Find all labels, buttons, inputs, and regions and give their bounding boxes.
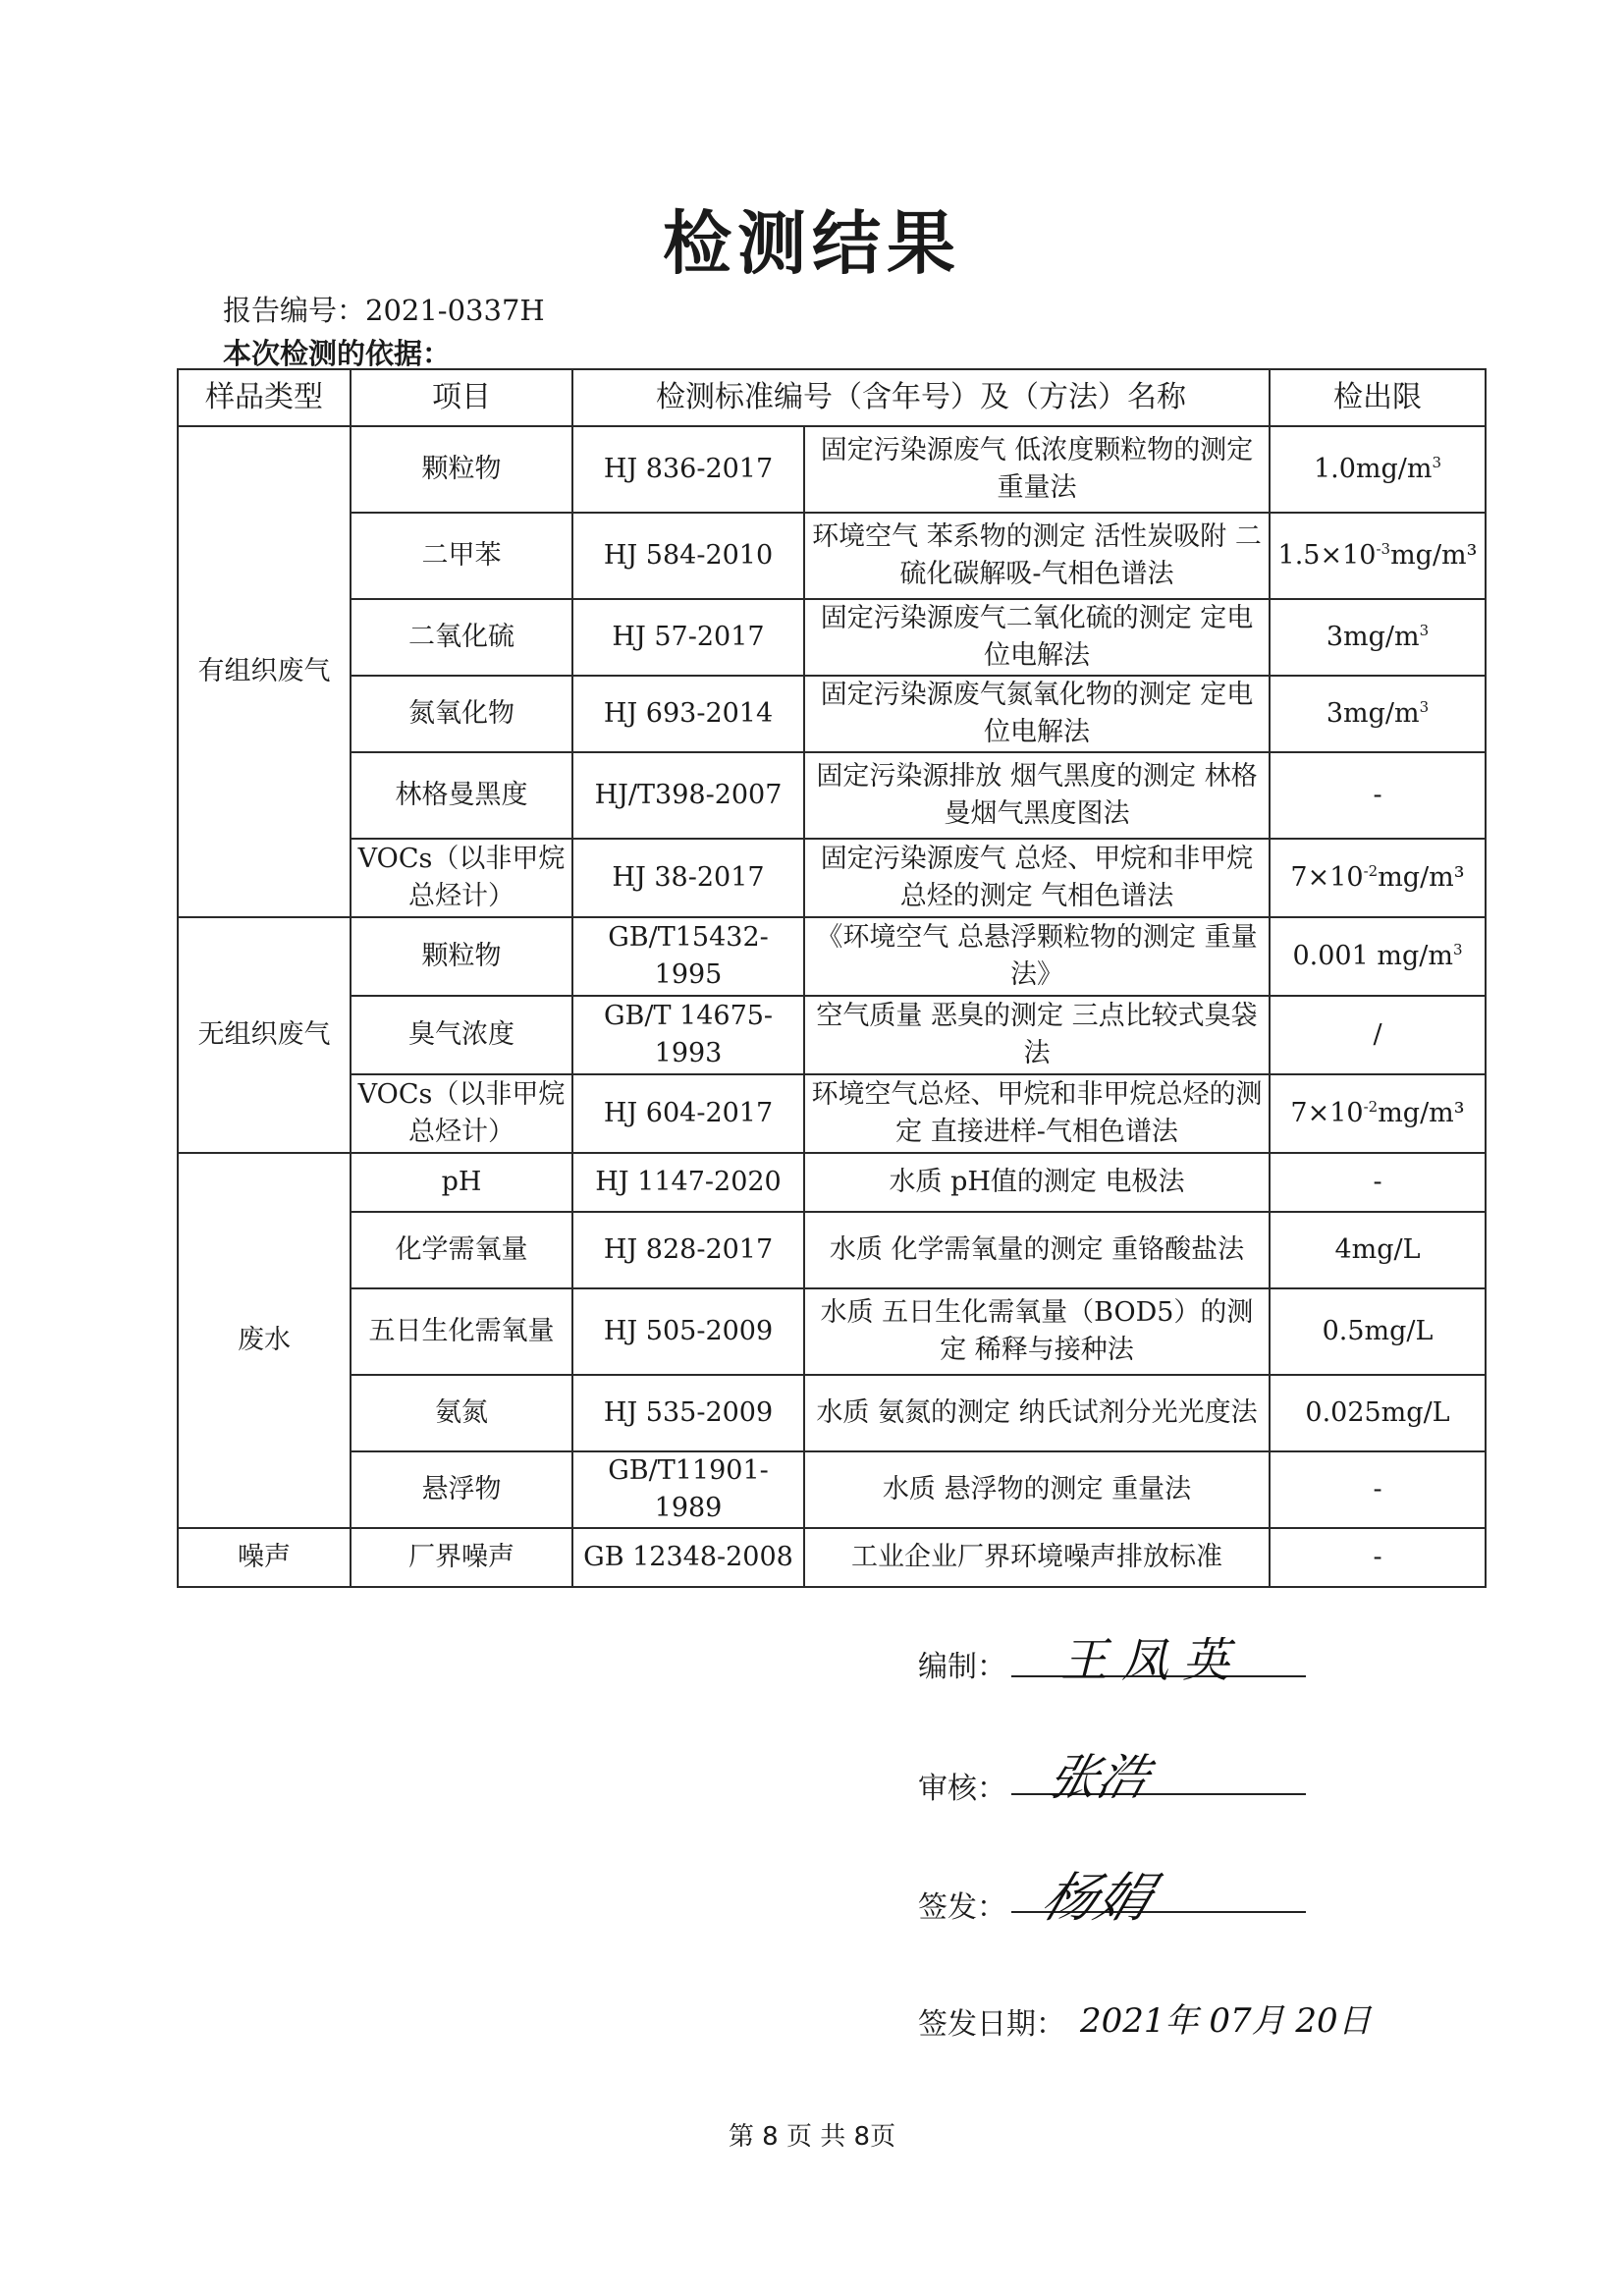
limit-value: - [1373,1474,1382,1504]
method-name-cell: 环境空气 苯系物的测定 活性炭吸附 二硫化碳解吸-气相色谱法 [804,513,1270,599]
report-number: 报告编号：2021-0337H [223,294,545,327]
limit-value: 3mg/m [1326,622,1420,652]
page-footer: 第 8 页 共 8页 [728,2122,896,2152]
limit-value: - [1373,780,1382,810]
page-title: 检测结果 [663,203,961,284]
detection-limit-cell [1270,917,1486,996]
limit-value: 0.025mg/L [1305,1397,1450,1428]
detection-limit-cell [1270,1375,1486,1451]
standard-number-cell: GB 12348-2008 [572,1528,804,1587]
item-cell: 颗粒物 [351,426,572,513]
table-row [178,1074,1486,1153]
item-cell: 化学需氧量 [351,1212,572,1288]
limit-exponent: 3 [1419,622,1430,639]
method-name-cell: 水质 化学需氧量的测定 重铬酸盐法 [804,1212,1270,1288]
table-row [178,1212,1486,1288]
limit-value: 4mg/L [1334,1234,1421,1265]
review-label: 审核： [918,1772,1006,1806]
limit-value: 1.0mg/m [1313,454,1433,484]
limit-exponent: 3 [1432,454,1442,471]
table-row [178,917,1486,996]
date-label: 签发日期： [918,2007,1065,2042]
method-name-cell: 工业企业厂界环境噪声排放标准 [804,1528,1270,1587]
detection-limit-cell [1270,599,1486,676]
detection-limit-cell [1270,1153,1486,1212]
method-name-cell: 固定污染源废气二氧化硫的测定 定电位电解法 [804,599,1270,676]
limit-value: 3mg/m [1326,698,1420,729]
method-name-cell: 空气质量 恶臭的测定 三点比较式臭袋法 [804,996,1270,1074]
detection-limit-cell [1270,1451,1486,1528]
detection-limit-cell [1270,1212,1486,1288]
standard-number-cell: GB/T11901-1989 [572,1451,804,1528]
item-cell: 氨氮 [351,1375,572,1451]
compile-signature: 王凤英 [1060,1633,1244,1688]
table-row [178,752,1486,839]
standard-number-cell: HJ 505-2009 [572,1288,804,1375]
issue-signature: 杨娟 [1034,1867,1161,1929]
item-cell: 林格曼黑度 [351,752,572,839]
detection-limit-cell [1270,1074,1486,1153]
table-row [178,599,1486,676]
sample-type-cell: 无组织废气 [178,917,351,1153]
standard-number-cell: HJ 1147-2020 [572,1153,804,1212]
detection-limit-cell [1270,752,1486,839]
method-name-cell: 《环境空气 总悬浮颗粒物的测定 重量法》 [804,917,1270,996]
limit-value: 1.5×10 [1277,540,1377,571]
sample-type-cell: 噪声 [178,1528,351,1587]
method-name-cell: 固定污染源废气 低浓度颗粒物的测定 重量法 [804,426,1270,513]
method-name-cell: 环境空气总烃、甲烷和非甲烷总烃的测定 直接进样-气相色谱法 [804,1074,1270,1153]
sample-type-cell: 有组织废气 [178,426,351,917]
standard-number-cell: GB/T 14675-1993 [572,996,804,1074]
detection-limit-cell [1270,513,1486,599]
standard-number-cell: GB/T15432-1995 [572,917,804,996]
method-name-cell: 水质 氨氮的测定 纳氏试剂分光光度法 [804,1375,1270,1451]
item-cell: pH [351,1153,572,1212]
test-basis-table [177,368,1487,1588]
table-row [178,996,1486,1074]
standard-number-cell: HJ 38-2017 [572,839,804,917]
standard-number-cell: HJ 828-2017 [572,1212,804,1288]
limit-value: / [1373,1019,1382,1050]
detection-limit-cell [1270,676,1486,752]
detection-limit-cell [1270,839,1486,917]
standard-number-cell: HJ 836-2017 [572,426,804,513]
table-row [178,839,1486,917]
limit-value: 7×10 [1290,1098,1364,1128]
compile-label: 编制： [918,1650,1006,1684]
method-name-cell: 固定污染源废气氮氧化物的测定 定电位电解法 [804,676,1270,752]
header-sample-type: 样品类型 [178,369,351,426]
method-name-cell: 固定污染源废气 总烃、甲烷和非甲烷总烃的测定 气相色谱法 [804,839,1270,917]
item-cell: 五日生化需氧量 [351,1288,572,1375]
limit-value: 0.001 mg/m [1292,941,1453,971]
limit-exponent: 3 [1452,941,1463,958]
table-body [178,426,1486,1587]
limit-exponent: -2 [1363,862,1379,880]
item-cell: VOCs（以非甲烷总烃计） [351,1074,572,1153]
table-row [178,676,1486,752]
table-row [178,1153,1486,1212]
detection-limit-cell [1270,996,1486,1074]
table-row [178,1375,1486,1451]
item-cell: 二氧化硫 [351,599,572,676]
standard-number-cell: HJ 57-2017 [572,599,804,676]
limit-unit: mg/m³ [1378,1098,1465,1128]
review-signature: 张浩 [1042,1749,1156,1806]
item-cell: 二甲苯 [351,513,572,599]
table-header-row [178,369,1486,426]
limit-value: - [1373,1542,1382,1572]
limit-value: 0.5mg/L [1322,1316,1434,1346]
item-cell: 厂界噪声 [351,1528,572,1587]
limit-unit: mg/m³ [1378,862,1465,893]
detection-limit-cell [1270,1528,1486,1587]
detection-limit-cell [1270,1288,1486,1375]
item-cell: 颗粒物 [351,917,572,996]
standard-number-cell: HJ 693-2014 [572,676,804,752]
detection-limit-cell [1270,426,1486,513]
table-row [178,513,1486,599]
standard-number-cell: HJ 535-2009 [572,1375,804,1451]
standard-number-cell: HJ/T398-2007 [572,752,804,839]
limit-exponent: 3 [1419,698,1430,716]
item-cell: 悬浮物 [351,1451,572,1528]
method-name-cell: 水质 pH值的测定 电极法 [804,1153,1270,1212]
item-cell: VOCs（以非甲烷总烃计） [351,839,572,917]
basis-heading: 本次检测的依据： [223,337,452,370]
item-cell: 臭气浓度 [351,996,572,1074]
limit-exponent: -2 [1363,1098,1379,1116]
issue-label: 签发： [918,1890,1006,1925]
limit-unit: mg/m³ [1390,540,1478,571]
table-row [178,1528,1486,1587]
limit-value: - [1373,1167,1382,1197]
standard-number-cell: HJ 604-2017 [572,1074,804,1153]
table-row [178,1451,1486,1528]
table-row [178,1288,1486,1375]
header-item: 项目 [351,369,572,426]
method-name-cell: 固定污染源排放 烟气黑度的测定 林格曼烟气黑度图法 [804,752,1270,839]
method-name-cell: 水质 悬浮物的测定 重量法 [804,1451,1270,1528]
item-cell: 氮氧化物 [351,676,572,752]
issue-date: 2021年 07月 20日 [1080,2001,1372,2041]
sample-type-cell: 废水 [178,1153,351,1528]
limit-value: 7×10 [1290,862,1364,893]
header-limit: 检出限 [1270,369,1486,426]
method-name-cell: 水质 五日生化需氧量（BOD5）的测定 稀释与接种法 [804,1288,1270,1375]
limit-exponent: -3 [1376,540,1391,558]
standard-number-cell: HJ 584-2010 [572,513,804,599]
table-row [178,426,1486,513]
header-standard: 检测标准编号（含年号）及（方法）名称 [572,369,1270,426]
